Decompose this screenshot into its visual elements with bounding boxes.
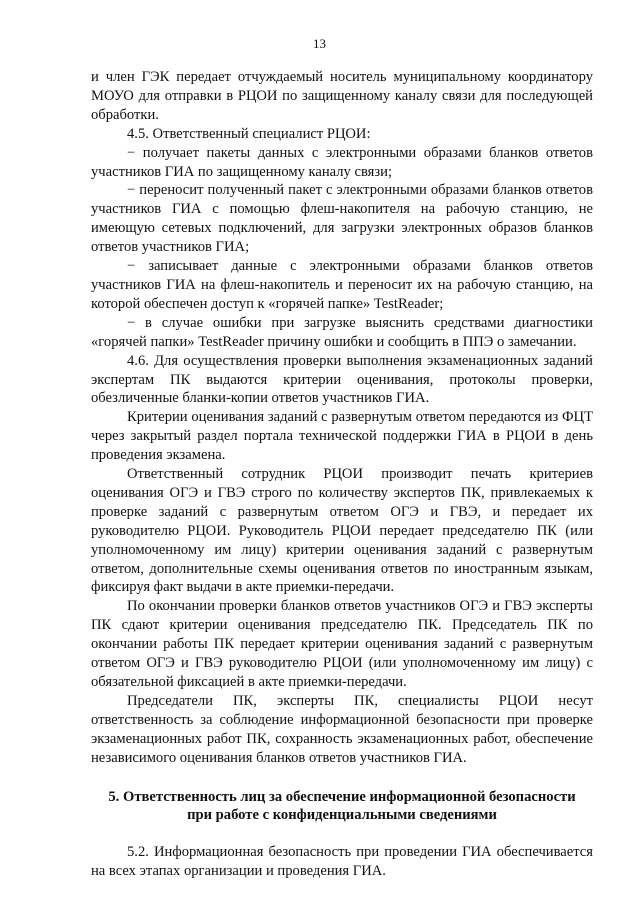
paragraph-continuation: и член ГЭК передает отчуждаемый носитель муниципальному координатору МОУО для отправки в РЦОИ по защищенному каналу связи для последующей обработки. <box>91 69 593 123</box>
paragraph: По окончании проверки бланков ответов участников ОГЭ и ГВЭ эксперты ПК сдают критерии оценивания председателю ПК. Председатель ПК по окончании работы ПК передает критерии оценивания заданий с развернутым ответом ОГЭ и ГВЭ руководителю РЦОИ (или уполномоченному им лицу) с обязательной фиксацией в акте приемки-передачи. <box>91 598 593 690</box>
document-body <box>91 68 593 881</box>
clause-4-5-heading: 4.5. Ответственный специалист РЦОИ: <box>127 125 371 142</box>
clause-4-6: 4.6. Для осуществления проверки выполнения экзаменационных заданий экспертам ПК выдаются критерии оценивания, протоколы проверки, обезличенные бланки-копии ответов участников ГИА. <box>91 352 593 407</box>
clause-5-2: 5.2. Информационная безопасность при проведении ГИА обеспечивается на всех этапах организации и проведения ГИА. <box>91 844 593 880</box>
section-heading-line-2: при работе с конфиденциальными сведениями <box>187 807 497 824</box>
list-item: − записывает данные с электронными образами бланков ответов участников ГИА на флеш-накопитель и переносит их на рабочую станцию, на которой обеспечен доступ к «горячей папке» TestReader; <box>91 258 593 312</box>
section-heading-line-1: 5. Ответственность лиц за обеспечение информационной безопасности <box>108 788 576 805</box>
section-5-heading <box>91 788 593 826</box>
paragraph: Критерии оценивания заданий с развернутым ответом передаются из ФЦТ через закрытый раздел портала технической поддержки ГИА в РЦОИ в день проведения экзамена. <box>91 409 593 464</box>
page-number: 13 <box>313 36 326 51</box>
paragraph: Ответственный сотрудник РЦОИ производит печать критериев оценивания ОГЭ и ГВЭ строго по количеству экспертов ПК, привлекаемых к проверке заданий с развернутым ответом ОГЭ и ГВЭ, и передает их руководителю РЦОИ. Руководитель РЦОИ передает председателю ПК (или уполномоченному им лицу) критерии оценивания заданий с развернутым ответом, дополнительные схемы оценивания ответов по иностранным языкам, фиксируя факт выдачи в акте приемки-передачи. <box>91 466 593 596</box>
list-item: − получает пакеты данных с электронными образами бланков ответов участников ГИА по защищенному каналу связи; <box>91 144 593 180</box>
paragraph: Председатели ПК, эксперты ПК, специалисты РЦОИ несут ответственность за соблюдение информационной безопасности при проверке экзаменационных работ ПК, сохранность экзаменационных работ, обеспечение независимого оценивания бланков ответов участников ГИА. <box>91 692 593 766</box>
list-item: − в случае ошибки при загрузке выяснить средствами диагностики «горячей папки» TestReader причину ошибки и сообщить в ППЭ о замечании. <box>91 314 593 350</box>
list-item: − переносит полученный пакет с электронными образами бланков ответов участников ГИА с помощью флеш-накопителя на рабочую станцию, не имеющую сетевых подключений, для загрузки электронных образов бланков ответов участников ГИА; <box>91 182 593 256</box>
